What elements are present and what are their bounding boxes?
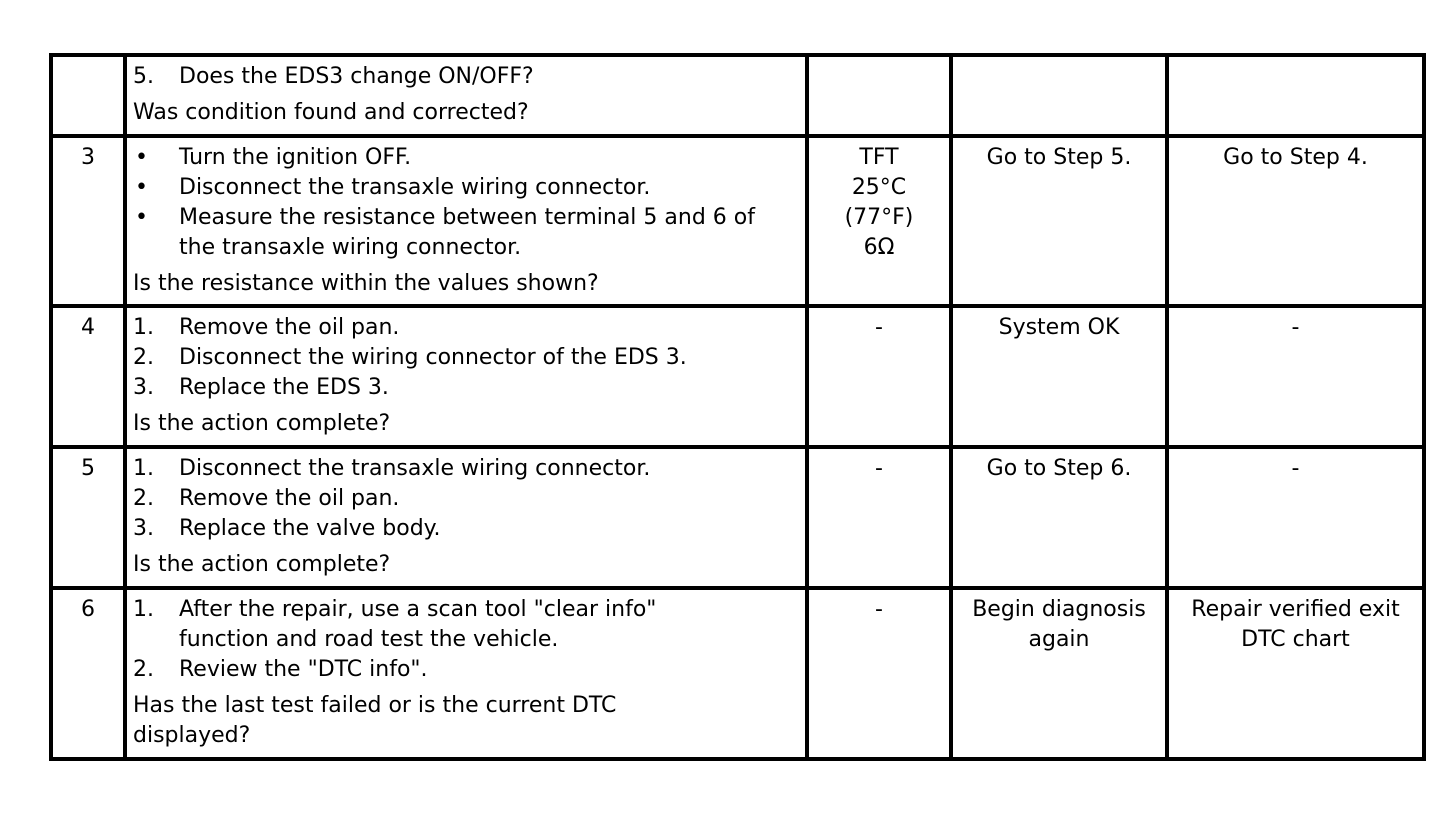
spec-line: 25°C: [851, 175, 907, 200]
question-text: Is the resistance within the values shown?: [133, 271, 599, 296]
list-item: [133, 313, 799, 343]
table-row: [51, 136, 1424, 306]
specification-cell: [807, 136, 951, 306]
step-number: 5: [51, 447, 125, 588]
specification-cell: [807, 306, 951, 447]
list-item-text: Does the EDS3 change ON/OFF?: [179, 64, 534, 89]
list-item: [133, 62, 799, 92]
list-item: [133, 203, 799, 263]
action-cell: [125, 588, 807, 759]
list-item-text: Remove the oil pan.: [179, 315, 400, 340]
list-item: [133, 454, 799, 484]
no-text: -: [1291, 456, 1300, 481]
list-item-text: Disconnect the wiring connector of the EDS 3.: [179, 345, 687, 370]
no-text: Go to Step 4.: [1223, 145, 1368, 170]
no-cell: [1167, 55, 1424, 136]
list-item: [133, 595, 799, 655]
question-text: Has the last test failed or is the current DTC displayed?: [133, 693, 617, 748]
step-number: 6: [51, 588, 125, 759]
question-text: Is the action complete?: [133, 552, 391, 577]
yes-cell: [951, 447, 1167, 588]
yes-text: Go to Step 5.: [986, 145, 1132, 170]
action-cell: [125, 306, 807, 447]
no-text: Repair verified exit: [1191, 597, 1400, 622]
list-item: [133, 373, 799, 403]
action-cell: [125, 55, 807, 136]
list-item: [133, 173, 799, 203]
bullet-marker: •: [135, 145, 148, 170]
bullet-marker: •: [135, 205, 148, 230]
yes-cell: [951, 588, 1167, 759]
yes-cell: [951, 136, 1167, 306]
list-item: [133, 484, 799, 514]
list-item: [133, 143, 799, 173]
no-text: -: [1291, 315, 1300, 340]
list-marker: 3.: [133, 516, 154, 541]
spec-line: -: [875, 456, 883, 481]
table-row: [51, 588, 1424, 759]
spec-line: 6Ω: [863, 235, 895, 260]
spec-line: (77°F): [844, 205, 914, 230]
list-item-text: After the repair, use a scan tool "clear info" function and road test the vehicle.: [179, 597, 657, 652]
list-marker: 2.: [133, 345, 154, 370]
no-cell: [1167, 136, 1424, 306]
yes-text: Begin diagnosis: [972, 597, 1146, 622]
specification-cell: [807, 55, 951, 136]
specification-cell: [807, 447, 951, 588]
diagnostic-table: [49, 53, 1426, 761]
list-item: [133, 343, 799, 373]
list-item-text: Replace the valve body.: [179, 516, 441, 541]
list-item-text: Disconnect the transaxle wiring connector.: [179, 175, 651, 200]
list-item-text: Disconnect the transaxle wiring connector.: [179, 456, 651, 481]
no-text: DTC chart: [1241, 627, 1350, 652]
list-item: [133, 655, 799, 685]
list-marker: 1.: [133, 597, 154, 622]
yes-cell: [951, 55, 1167, 136]
list-item-text: Measure the resistance between terminal 5 and 6 of the transaxle wiring connector.: [179, 205, 755, 260]
list-marker: 1.: [133, 315, 154, 340]
list-marker: 5.: [133, 64, 154, 89]
list-item-text: Remove the oil pan.: [179, 486, 400, 511]
diagnostic-table-body: [51, 55, 1424, 759]
bullet-marker: •: [135, 175, 148, 200]
yes-text: again: [1028, 627, 1090, 652]
specification-cell: [807, 588, 951, 759]
action-cell: [125, 447, 807, 588]
question-text: Was condition found and corrected?: [133, 100, 529, 125]
list-item-text: Replace the EDS 3.: [179, 375, 389, 400]
list-item-text: Review the "DTC info".: [179, 657, 428, 682]
no-cell: [1167, 588, 1424, 759]
list-item-text: Turn the ignition OFF.: [179, 145, 412, 170]
action-cell: [125, 136, 807, 306]
yes-cell: [951, 306, 1167, 447]
spec-line: -: [875, 597, 883, 622]
spec-line: TFT: [859, 145, 899, 170]
table-row: [51, 447, 1424, 588]
table-row: [51, 306, 1424, 447]
step-number: [51, 55, 125, 136]
no-cell: [1167, 306, 1424, 447]
list-marker: 2.: [133, 486, 154, 511]
list-marker: 3.: [133, 375, 154, 400]
table-row: [51, 55, 1424, 136]
list-marker: 1.: [133, 456, 154, 481]
step-number: 4: [51, 306, 125, 447]
list-item: [133, 514, 799, 544]
list-marker: 2.: [133, 657, 154, 682]
question-text: Is the action complete?: [133, 411, 391, 436]
spec-line: -: [875, 315, 883, 340]
step-number: 3: [51, 136, 125, 306]
no-cell: [1167, 447, 1424, 588]
yes-text: Go to Step 6.: [986, 456, 1132, 481]
yes-text: System OK: [998, 315, 1120, 340]
